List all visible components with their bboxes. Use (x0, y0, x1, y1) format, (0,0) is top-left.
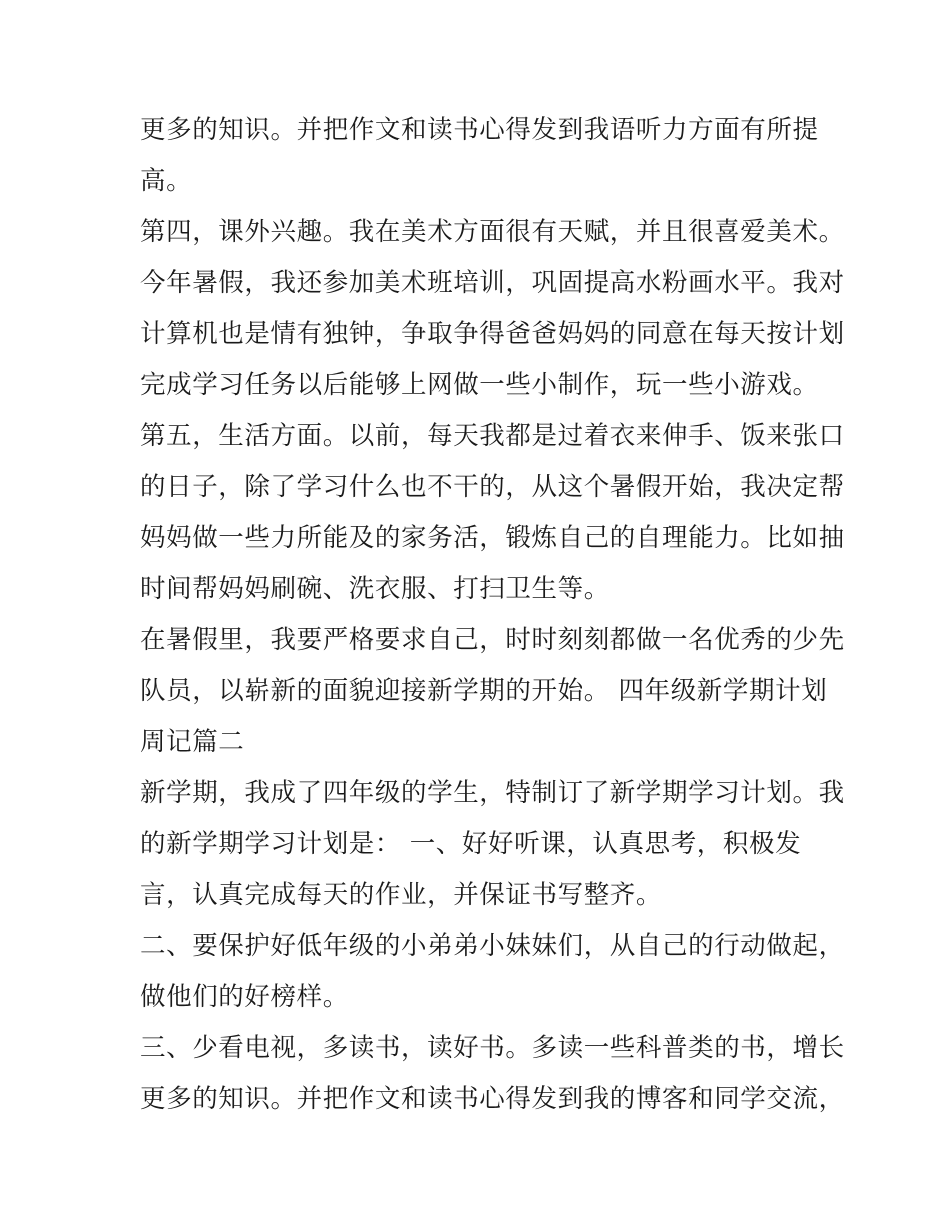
paragraph-line: 队员，以崭新的面貌迎接新学期的开始。 四年级新学期计划 (140, 676, 828, 706)
paragraph-line: 第五，生活方面。以前，每天我都是过着衣来伸手、饭来张口 (140, 421, 845, 451)
paragraph-line: 更多的知识。并把作文和读书心得发到我的博客和同学交流， (140, 1084, 845, 1114)
paragraph-line: 新学期，我成了四年级的学生，特制订了新学期学习计划。我 (140, 778, 845, 808)
paragraph-line: 的新学期学习计划是： 一、好好听课，认真思考，积极发 (140, 829, 802, 859)
paragraph-line: 时间帮妈妈刷碗、洗衣服、打扫卫生等。 (140, 574, 610, 604)
paragraph-line: 周记篇二 (140, 727, 245, 757)
paragraph-line: 妈妈做一些力所能及的家务活，锻炼自己的自理能力。比如抽 (140, 523, 845, 553)
paragraph-line: 完成学习任务以后能够上网做一些小制作，玩一些小游戏。 (140, 370, 819, 400)
paragraph-line: 二、要保护好低年级的小弟弟小妹妹们，从自己的行动做起， (140, 931, 845, 961)
paragraph-line: 计算机也是情有独钟，争取争得爸爸妈妈的同意在每天按计划 (140, 319, 845, 349)
paragraph-line: 更多的知识。并把作文和读书心得发到我语听力方面有所提 (140, 115, 819, 145)
paragraph-line: 言，认真完成每天的作业，并保证书写整齐。 (140, 880, 663, 910)
paragraph-line: 的日子，除了学习什么也不干的，从这个暑假开始，我决定帮 (140, 472, 845, 502)
paragraph-line: 三、少看电视，多读书，读好书。多读一些科普类的书，增长 (140, 1033, 845, 1063)
paragraph-line: 在暑假里，我要严格要求自己，时时刻刻都做一名优秀的少先 (140, 625, 845, 655)
paragraph-line: 做他们的好榜样。 (140, 982, 349, 1012)
paragraph-line: 第四，课外兴趣。我在美术方面很有天赋，并且很喜爱美术。 (140, 217, 845, 247)
paragraph-line: 高。 (140, 166, 193, 196)
paragraph-line: 今年暑假，我还参加美术班培训，巩固提高水粉画水平。我对 (140, 268, 845, 298)
